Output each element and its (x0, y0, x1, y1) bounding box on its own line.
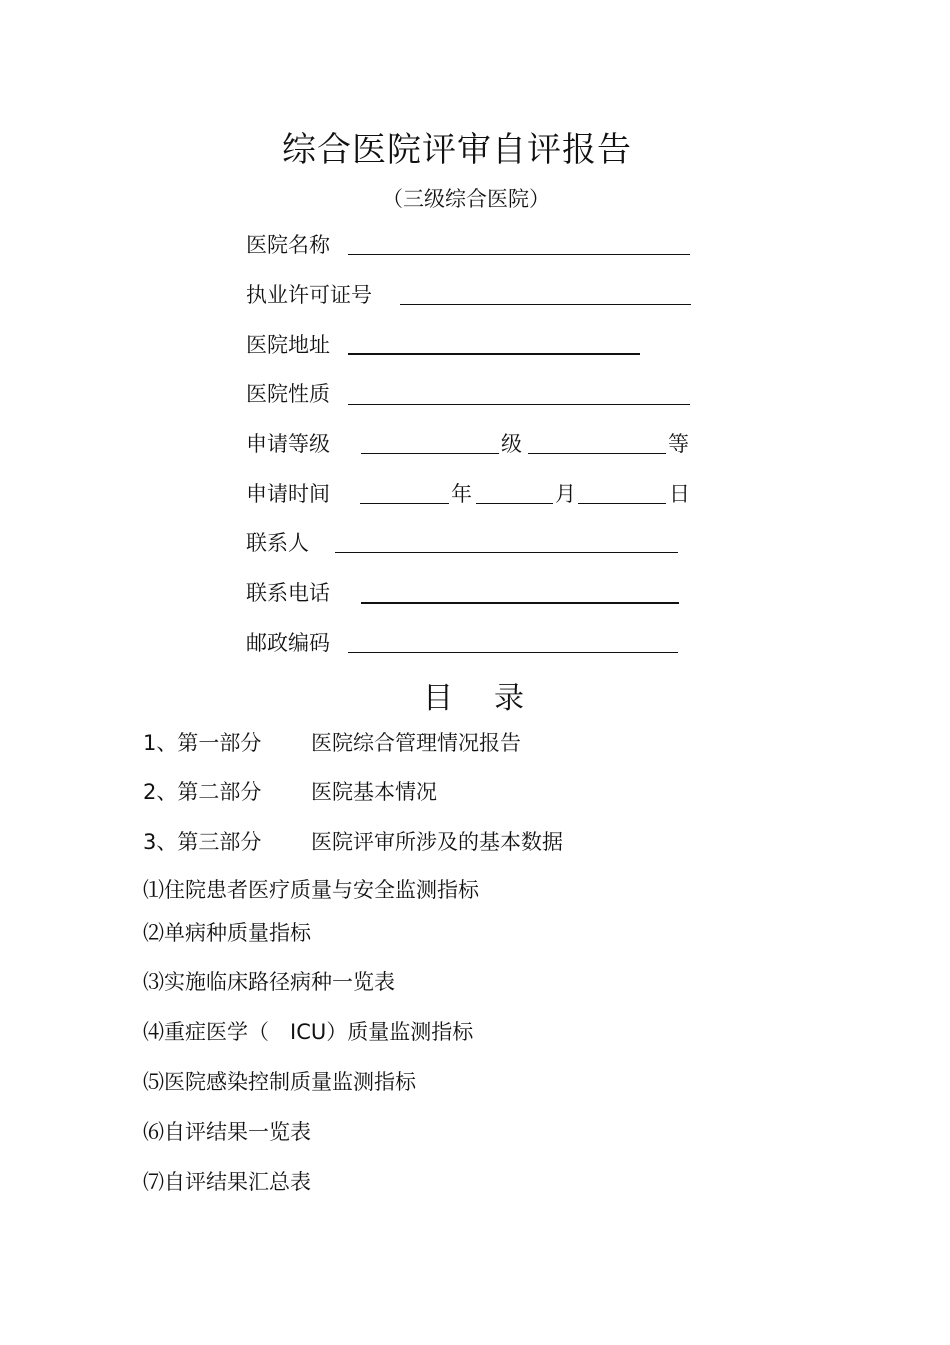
address-blank[interactable] (348, 353, 640, 355)
postcode-blank[interactable] (348, 652, 678, 653)
phone-blank[interactable] (361, 602, 679, 604)
day-label: 日 (669, 482, 690, 506)
year-label: 年 (451, 482, 472, 506)
toc-subitem[interactable]: ⑸医院感染控制质量监测指标 (143, 1070, 416, 1094)
hospital-name-blank[interactable] (348, 254, 690, 255)
toc-part-number: 1、第一部分 (143, 731, 262, 755)
day-blank[interactable] (578, 503, 666, 504)
grade-ji-label: 级 (501, 432, 522, 456)
toc-part-name[interactable]: 医院综合管理情况报告 (311, 731, 521, 755)
month-blank[interactable] (476, 503, 553, 504)
toc-title-left: 目 (423, 681, 453, 716)
toc-subitem[interactable]: ⑵单病种质量指标 (143, 921, 311, 945)
toc-subitem[interactable]: ⑷重症医学（ ICU）质量监测指标 (143, 1020, 474, 1044)
grade-rank-blank[interactable] (528, 453, 666, 454)
toc-part-name[interactable]: 医院基本情况 (311, 780, 437, 804)
hospital-name-label: 医院名称 (246, 233, 330, 257)
page-title: 综合医院评审自评报告 (282, 130, 632, 170)
toc-subitem[interactable]: ⑹自评结果一览表 (143, 1120, 311, 1144)
phone-label: 联系电话 (246, 581, 330, 605)
postcode-label: 邮政编码 (246, 631, 330, 655)
month-label: 月 (555, 482, 576, 506)
contact-label: 联系人 (246, 531, 309, 555)
toc-subitem[interactable]: ⑶实施临床路径病种一览表 (143, 970, 395, 994)
contact-blank[interactable] (335, 552, 678, 553)
toc-part-name[interactable]: 医院评审所涉及的基本数据 (311, 830, 563, 854)
address-label: 医院地址 (246, 333, 330, 357)
license-no-blank[interactable] (400, 304, 691, 305)
toc-part-number: 2、第二部分 (143, 780, 262, 804)
nature-blank[interactable] (348, 404, 690, 405)
nature-label: 医院性质 (246, 382, 330, 406)
grade-deng-label: 等 (668, 432, 689, 456)
toc-subitem[interactable]: ⑺自评结果汇总表 (143, 1170, 311, 1194)
license-no-label: 执业许可证号 (246, 283, 372, 307)
grade-label: 申请等级 (246, 432, 330, 456)
year-blank[interactable] (360, 503, 449, 504)
page-subtitle: （三级综合医院） (382, 187, 550, 211)
time-label: 申请时间 (246, 482, 330, 506)
toc-subitem[interactable]: ⑴住院患者医疗质量与安全监测指标 (143, 878, 479, 902)
grade-level-blank[interactable] (361, 453, 499, 454)
toc-part-number: 3、第三部分 (143, 830, 262, 854)
toc-title-right: 录 (494, 681, 524, 716)
